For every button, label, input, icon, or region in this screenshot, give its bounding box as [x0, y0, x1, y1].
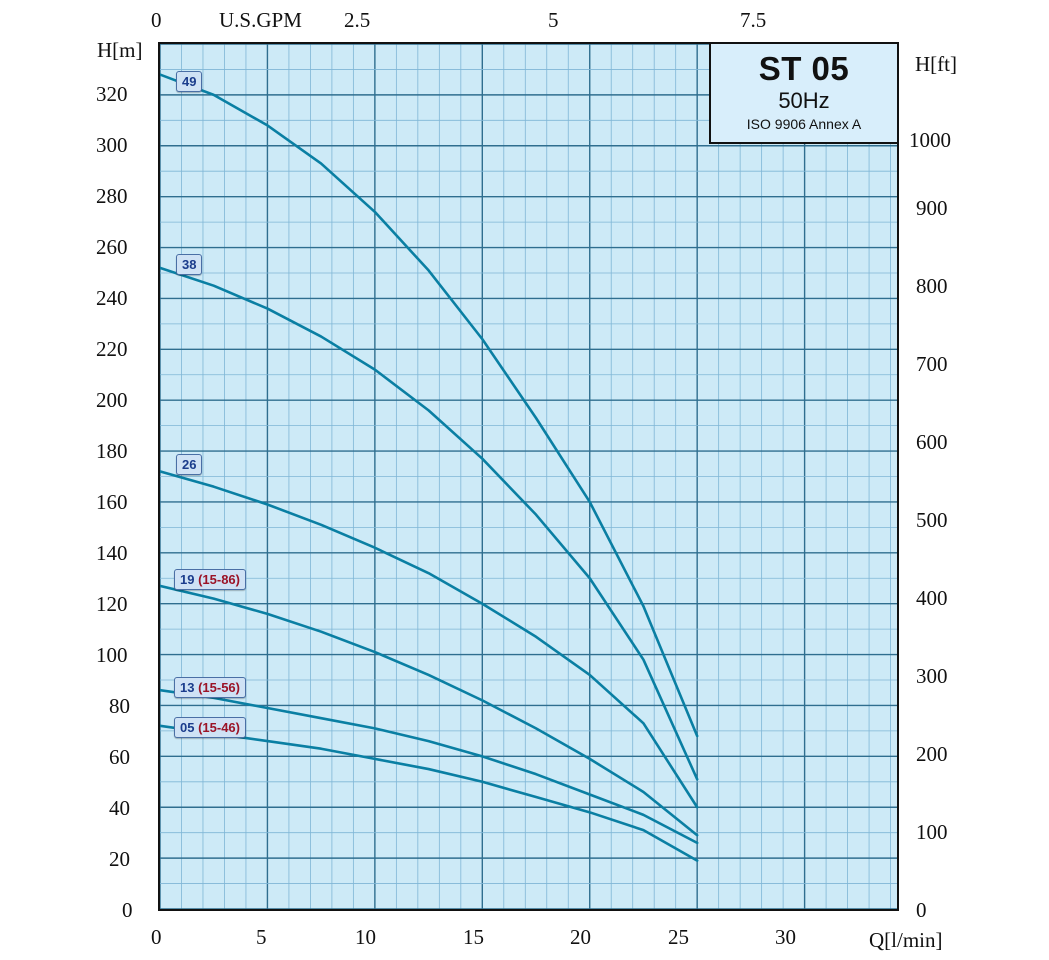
left-tick-20: 20 — [109, 847, 130, 871]
curve-tag-49: 49 — [176, 71, 202, 92]
frequency-label: 50Hz — [778, 88, 830, 113]
right-tick-700: 700 — [916, 352, 948, 376]
right-tick-800: 800 — [916, 274, 948, 298]
plot-area — [158, 42, 899, 911]
right-tick-400: 400 — [916, 586, 948, 610]
curve-tag-19: 19 (15-86) — [174, 569, 246, 590]
curve-tag-13: 13 (15-56) — [174, 677, 246, 698]
bottom-tick-15: 15 — [463, 925, 484, 949]
curve-tag-26: 26 — [176, 454, 202, 475]
left-tick-240: 240 — [96, 286, 128, 310]
curve-tag-05: 05 (15-46) — [174, 717, 246, 738]
right-tick-600: 600 — [916, 430, 948, 454]
bottom-axis-title: Q[l/min] — [869, 928, 943, 952]
bottom-tick-20: 20 — [570, 925, 591, 949]
left-tick-320: 320 — [96, 82, 128, 106]
left-axis-title: H[m] — [97, 38, 143, 62]
model-title: ST 05 — [758, 50, 850, 87]
left-tick-300: 300 — [96, 133, 128, 157]
right-tick-1000: 1000 — [909, 128, 951, 152]
right-tick-0: 0 — [916, 898, 927, 922]
chart-title-box — [709, 44, 897, 144]
bottom-tick-5: 5 — [256, 925, 267, 949]
left-tick-200: 200 — [96, 388, 128, 412]
right-axis-title: H[ft] — [915, 52, 957, 76]
right-tick-900: 900 — [916, 196, 948, 220]
curve-layer — [160, 44, 897, 909]
left-tick-120: 120 — [96, 592, 128, 616]
top-tick-1: 2.5 — [344, 8, 371, 32]
top-tick-3: 7.5 — [740, 8, 767, 32]
curve-tag-38: 38 — [176, 254, 202, 275]
bottom-tick-0: 0 — [151, 925, 162, 949]
left-tick-140: 140 — [96, 541, 128, 565]
top-tick-2: 5 — [548, 8, 559, 32]
bottom-tick-30: 30 — [775, 925, 796, 949]
left-tick-100: 100 — [96, 643, 128, 667]
left-tick-180: 180 — [96, 439, 128, 463]
right-tick-200: 200 — [916, 742, 948, 766]
bottom-tick-10: 10 — [355, 925, 376, 949]
left-tick-260: 260 — [96, 235, 128, 259]
left-tick-60: 60 — [109, 745, 130, 769]
left-tick-160: 160 — [96, 490, 128, 514]
right-tick-100: 100 — [916, 820, 948, 844]
left-tick-0: 0 — [122, 898, 133, 922]
left-tick-80: 80 — [109, 694, 130, 718]
top-tick-0: 0 — [151, 8, 162, 32]
standard-label: ISO 9906 Annex A — [746, 116, 862, 132]
bottom-tick-25: 25 — [668, 925, 689, 949]
left-tick-280: 280 — [96, 184, 128, 208]
right-tick-500: 500 — [916, 508, 948, 532]
right-tick-300: 300 — [916, 664, 948, 688]
left-tick-40: 40 — [109, 796, 130, 820]
left-tick-220: 220 — [96, 337, 128, 361]
top-axis-title: U.S.GPM — [219, 8, 302, 32]
